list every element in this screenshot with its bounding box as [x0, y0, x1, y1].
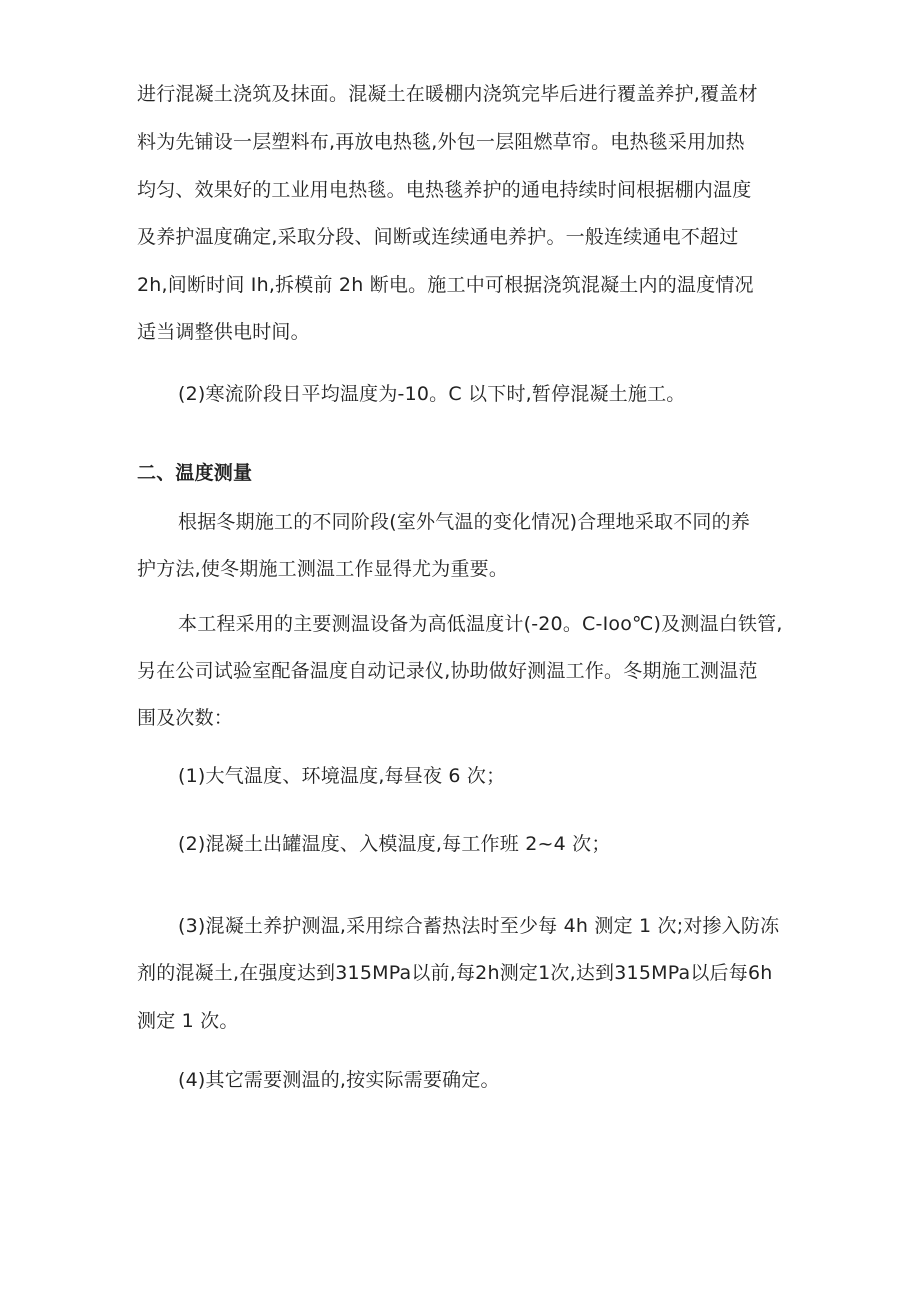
list-item-2b: (2)混凝土出罐温度、入模温度,每工作班 2~4 次；: [178, 833, 611, 855]
paragraph-line: 护方法,使冬期施工测温工作显得尤为重要。: [137, 558, 509, 580]
list-item-3: (3)混凝土养护测温,采用综合蓄热法时至少每 4h 测定 1 次;对掺入防冻: [178, 915, 780, 937]
paragraph-line: 围及次数：: [137, 707, 234, 729]
paragraph-line: 均匀、效果好的工业用电热毯。电热毯养护的通电持续时间根据棚内温度: [137, 179, 752, 201]
list-item-1: (1)大气温度、环境温度,每昼夜 6 次；: [178, 765, 506, 787]
paragraph-line: 适当调整供电时间。: [137, 321, 310, 343]
paragraph-line: 根据冬期施工的不同阶段(室外气温的变化情况)合理地采取不同的养: [178, 511, 751, 533]
section-heading: 二、温度测量: [137, 462, 253, 484]
list-item-3-line: 测定 1 次。: [137, 1010, 239, 1032]
paragraph-line: 料为先铺设一层塑料布,再放电热毯,外包一层阻燃草帘。电热毯采用加热: [137, 131, 745, 153]
paragraph-line: 本工程采用的主要测温设备为高低温度计(-20。C-Ioo℃)及测温白铁管,: [178, 613, 783, 635]
list-item-4: (4)其它需要测温的,按实际需要确定。: [178, 1069, 500, 1091]
list-item-2: (2)寒流阶段日平均温度为-10。C 以下时,暂停混凝土施工。: [178, 383, 686, 405]
list-item-3-line: 剂的混凝土,在强度达到315MPa以前,每2h测定1次,达到315MPa以后每6h: [137, 962, 773, 984]
paragraph-line: 2h,间断时间 Ih,拆模前 2h 断电。施工中可根据浇筑混凝土内的温度情况: [137, 274, 754, 296]
paragraph-line: 另在公司试验室配备温度自动记录仪,协助做好测温工作。冬期施工测温范: [137, 660, 758, 682]
paragraph-line: 及养护温度确定,采取分段、间断或连续通电养护。一般连续通电不超过: [137, 226, 739, 248]
paragraph-line: 进行混凝土浇筑及抹面。混凝土在暖棚内浇筑完毕后进行覆盖养护,覆盖材: [137, 83, 758, 105]
